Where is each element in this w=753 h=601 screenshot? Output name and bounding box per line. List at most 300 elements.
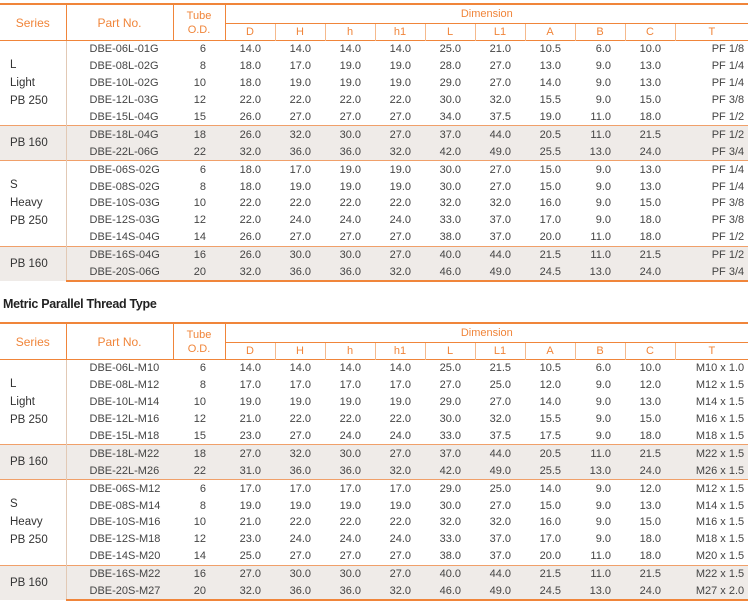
tube-od-cell: 6 <box>199 43 206 56</box>
dimension-cell: 32.0 <box>375 462 425 479</box>
dimension-header: Dimension <box>225 323 748 343</box>
thread-cell: PF 1/2 <box>675 126 748 143</box>
dimension-cell: 18.0 <box>639 533 661 546</box>
dimension-cell: 9.0 <box>595 94 611 107</box>
part-no-cell: DBE-08S-02G <box>89 180 160 193</box>
series-header: Series <box>15 15 50 30</box>
dimension-cell: 24.0 <box>339 533 361 546</box>
dim-header-c: C <box>625 343 675 360</box>
dimension-cell: 36.0 <box>325 583 375 601</box>
dimension-cell: 28.0 <box>439 60 461 73</box>
dimension-cell: 11.0 <box>575 126 625 143</box>
dimension-cell: 18.0 <box>639 111 661 123</box>
dimension-cell: 49.0 <box>475 264 525 282</box>
tube-od-cell: 10 <box>193 396 206 409</box>
part-no-cell: DBE-06S-M12 <box>66 480 173 497</box>
dimension-cell: 18.0 <box>639 430 661 442</box>
table-row <box>0 161 748 178</box>
dimension-cell: 36.0 <box>275 143 325 160</box>
dimension-cell: 36.0 <box>275 264 325 282</box>
tube-od-cell: 8 <box>199 379 206 392</box>
dimension-cell: 31.0 <box>225 462 275 479</box>
dimension-cell: 10.0 <box>639 362 661 375</box>
series-line: Light <box>10 396 35 409</box>
dimension-cell: 25.0 <box>439 362 461 375</box>
dimension-cell: 24.0 <box>389 430 411 442</box>
dimension-cell: 19.0 <box>325 161 375 178</box>
dimension-cell: 27.0 <box>389 550 411 563</box>
dimension-cell: 19.0 <box>289 499 311 512</box>
dimension-cell: 9.0 <box>595 516 611 529</box>
series-line: Heavy <box>10 516 43 529</box>
table-body <box>0 41 748 282</box>
dimension-header: Dimension <box>225 4 748 24</box>
dimension-cell: 22.0 <box>389 516 411 529</box>
dimension-cell: 9.0 <box>595 60 611 73</box>
dimension-cell: 19.0 <box>375 161 425 178</box>
thread-cell: M14 x 1.5 <box>695 396 745 409</box>
dimension-cell: 30.0 <box>275 565 325 582</box>
dimension-cell: 19.0 <box>389 180 411 193</box>
table-row <box>0 548 748 565</box>
dimension-cell: 25.0 <box>475 480 525 497</box>
table-row <box>0 246 748 263</box>
dimension-cell: 37.0 <box>425 445 475 462</box>
table-row <box>0 195 748 212</box>
dimension-cell: 19.0 <box>239 499 261 512</box>
part-no-cell: DBE-12L-M16 <box>89 413 160 426</box>
dimension-cell: 38.0 <box>439 550 461 563</box>
dimension-cell: 33.0 <box>439 214 461 227</box>
part-no-cell: DBE-22L-06G <box>66 143 173 160</box>
dimension-cell: 42.0 <box>425 462 475 479</box>
series-line: Heavy <box>10 197 43 210</box>
dimension-cell: 32.0 <box>489 516 511 529</box>
thread-cell: PF 1/4 <box>711 77 745 90</box>
dimension-cell: 32.0 <box>375 264 425 282</box>
tube-od-cell: 22 <box>173 462 225 479</box>
dimension-cell: 22.0 <box>389 197 411 210</box>
dimension-cell: 29.0 <box>425 480 475 497</box>
thread-cell: PF 1/4 <box>711 180 745 193</box>
dimension-cell: 33.0 <box>439 533 461 546</box>
dimension-cell: 14.0 <box>289 43 311 56</box>
dim-header-l: L <box>425 24 475 41</box>
table-row <box>0 178 748 195</box>
dimension-cell: 40.0 <box>425 565 475 582</box>
dimension-cell: 14.0 <box>389 43 411 56</box>
thread-cell: M20 x 1.5 <box>695 550 745 563</box>
dimension-cell: 24.0 <box>289 214 311 227</box>
dimension-cell: 26.0 <box>239 231 261 244</box>
dimension-cell: 19.0 <box>339 180 361 193</box>
dimension-cell: 9.0 <box>595 180 611 193</box>
dimension-cell: 24.0 <box>339 214 361 227</box>
dimension-cell: 27.0 <box>289 550 311 563</box>
dimension-cell: 32.0 <box>375 583 425 601</box>
dimension-cell: 6.0 <box>595 43 611 56</box>
part-no-cell: DBE-15L-M18 <box>89 430 160 442</box>
tube-od-cell: 16 <box>173 246 225 263</box>
tube-od-cell: 6 <box>173 161 225 178</box>
table-row <box>0 497 748 514</box>
tube-od-cell: 8 <box>199 60 206 73</box>
dimension-cell: 11.0 <box>590 111 611 123</box>
dimension-cell: 20.0 <box>539 550 561 563</box>
dimension-cell: 22.0 <box>389 94 411 107</box>
dimension-cell: 27.0 <box>439 379 461 392</box>
part-no-cell: DBE-16S-M22 <box>66 565 173 582</box>
dimension-cell: 10.5 <box>539 362 561 375</box>
dimension-cell: 23.0 <box>239 430 261 442</box>
dimension-cell: 22.0 <box>339 413 361 426</box>
thread-cell: PF 1/8 <box>711 43 745 56</box>
dimension-cell: 13.0 <box>639 499 661 512</box>
series-line: L <box>10 59 17 72</box>
series-cell <box>0 246 66 281</box>
dim-header-a: A <box>525 343 575 360</box>
dimension-cell: 30.0 <box>439 180 461 193</box>
table-header <box>0 4 748 41</box>
tube-od-cell: 18 <box>173 445 225 462</box>
tube-od-cell: 8 <box>199 180 206 193</box>
dimension-cell: 21.5 <box>625 445 675 462</box>
dimension-cell: 18.0 <box>225 161 275 178</box>
dimension-cell: 9.0 <box>595 214 611 227</box>
dimension-cell: 14.0 <box>539 77 561 90</box>
thread-cell: PF 3/8 <box>711 94 745 107</box>
dimension-cell: 14.0 <box>539 396 561 409</box>
dimension-cell: 13.0 <box>575 583 625 601</box>
series-line: PB 250 <box>10 414 48 427</box>
dimension-cell: 19.0 <box>389 499 411 512</box>
tube-od-cell: 18 <box>173 126 225 143</box>
dimension-cell: 27.0 <box>339 231 361 244</box>
dimension-cell: 32.0 <box>225 264 275 282</box>
thread-cell: PF 1/2 <box>675 246 748 263</box>
table-row <box>0 109 748 126</box>
part-no-cell: DBE-18L-04G <box>66 126 173 143</box>
dimension-cell: 15.5 <box>539 413 561 426</box>
thread-cell: M12 x 1.5 <box>675 480 748 497</box>
dimension-cell: 12.0 <box>625 480 675 497</box>
dimension-cell: 17.0 <box>339 379 361 392</box>
dimension-cell: 27.0 <box>489 499 511 512</box>
table-row <box>0 514 748 531</box>
dim-header-d: D <box>225 343 275 360</box>
dimension-cell: 26.0 <box>225 126 275 143</box>
thread-cell: M18 x 1.5 <box>695 533 745 546</box>
thread-cell: PF 3/8 <box>711 214 745 227</box>
dim-header-b: B <box>575 24 625 41</box>
dimension-cell: 27.0 <box>489 396 511 409</box>
dimension-cell: 21.5 <box>625 126 675 143</box>
tube-od-header-line1: Tube <box>186 9 212 22</box>
dimension-cell: 15.0 <box>539 499 561 512</box>
dimension-cell: 11.0 <box>575 565 625 582</box>
dimension-cell: 44.0 <box>475 445 525 462</box>
part-no-cell: DBE-20S-M27 <box>66 583 173 601</box>
dimension-cell: 11.0 <box>575 246 625 263</box>
tube-od-cell: 6 <box>199 362 206 375</box>
dimension-cell: 30.0 <box>439 94 461 107</box>
tube-od-cell: 8 <box>199 499 206 512</box>
dimension-cell: 22.0 <box>239 214 261 227</box>
dimension-cell: 32.0 <box>439 197 461 210</box>
dimension-cell: 21.5 <box>489 362 511 375</box>
thread-cell: PF 1/2 <box>711 231 745 244</box>
part-no-cell: DBE-12S-M18 <box>89 533 161 546</box>
thread-cell: M12 x 1.5 <box>695 379 745 392</box>
dimension-cell: 32.0 <box>375 143 425 160</box>
dimension-cell: 37.0 <box>489 231 511 244</box>
part-no-cell: DBE-10S-M16 <box>89 516 161 529</box>
dimension-cell: 25.5 <box>525 143 575 160</box>
dimension-cell: 22.0 <box>289 516 311 529</box>
dimension-cell: 18.0 <box>639 550 661 563</box>
tube-od-cell: 10 <box>193 77 206 90</box>
dimension-cell: 36.0 <box>325 462 375 479</box>
dimension-cell: 32.0 <box>275 445 325 462</box>
dimension-cell: 22.0 <box>289 94 311 107</box>
dimension-cell: 33.0 <box>439 430 461 442</box>
dimension-cell: 36.0 <box>275 583 325 601</box>
dimension-cell: 32.0 <box>225 143 275 160</box>
dimension-cell: 26.0 <box>225 246 275 263</box>
dimension-cell: 17.5 <box>539 430 561 442</box>
series-line: S <box>10 498 18 511</box>
dimension-cell: 9.0 <box>575 161 625 178</box>
dimension-cell: 24.5 <box>525 264 575 282</box>
part-no-cell: DBE-08S-M14 <box>89 499 161 512</box>
dimension-cell: 29.0 <box>439 77 461 90</box>
dimension-cell: 24.0 <box>625 143 675 160</box>
dimension-cell: 36.0 <box>325 264 375 282</box>
tube-od-cell: 20 <box>173 264 225 282</box>
dimension-cell: 17.0 <box>375 480 425 497</box>
dimension-cell: 37.0 <box>489 214 511 227</box>
table-row <box>0 394 748 411</box>
dimension-cell: 21.0 <box>239 413 261 426</box>
dimension-cell: 27.0 <box>489 60 511 73</box>
dimension-cell: 22.0 <box>289 413 311 426</box>
series-line: PB 250 <box>10 95 48 108</box>
dimension-cell: 14.0 <box>525 480 575 497</box>
dimension-cell: 37.0 <box>425 126 475 143</box>
dimension-cell: 21.0 <box>489 43 511 56</box>
dimension-cell: 24.0 <box>389 533 411 546</box>
series-cell <box>0 480 66 565</box>
series-cell <box>0 41 66 126</box>
dimension-cell: 27.0 <box>489 180 511 193</box>
part-no-cell: DBE-06L-M10 <box>89 362 160 375</box>
part-no-cell: DBE-16S-04G <box>66 246 173 263</box>
series-line: Light <box>10 77 35 90</box>
dimension-cell: 18.0 <box>639 231 661 244</box>
dimension-cell: 21.5 <box>625 565 675 582</box>
dimension-cell: 27.0 <box>389 231 411 244</box>
dim-header-t: T <box>675 343 748 360</box>
thread-cell: M14 x 1.5 <box>695 499 745 512</box>
dimension-cell: 27.0 <box>375 565 425 582</box>
dimension-cell: 16.0 <box>539 197 561 210</box>
dim-header-h1: h1 <box>375 24 425 41</box>
table-row <box>0 462 748 479</box>
dimension-cell: 30.0 <box>325 445 375 462</box>
dimension-cell: 24.0 <box>625 583 675 601</box>
dimension-cell: 32.0 <box>275 126 325 143</box>
table-row <box>0 445 748 462</box>
dimension-cell: 37.5 <box>489 111 511 123</box>
dim-header-h: H <box>275 24 325 41</box>
dimension-cell: 15.5 <box>539 94 561 107</box>
dimension-cell: 44.0 <box>475 565 525 582</box>
dimension-cell: 15.0 <box>639 413 661 426</box>
dimension-cell: 17.0 <box>325 480 375 497</box>
dimension-cell: 13.0 <box>639 180 661 193</box>
thread-cell: M18 x 1.5 <box>695 430 745 442</box>
part-no-header: Part No. <box>66 323 173 360</box>
series-line: S <box>10 179 18 192</box>
dimension-cell: 17.0 <box>539 214 561 227</box>
dimension-cell: 46.0 <box>425 583 475 601</box>
series-line: L <box>10 378 17 391</box>
dim-header-h: H <box>275 343 325 360</box>
dimension-cell: 17.0 <box>239 379 261 392</box>
table-row <box>0 92 748 109</box>
dimension-cell: 15.0 <box>525 161 575 178</box>
table-row <box>0 411 748 428</box>
dimension-cell: 14.0 <box>389 362 411 375</box>
tube-od-cell: 10 <box>193 197 206 210</box>
dim-header-c: C <box>625 24 675 41</box>
dimension-cell: 9.0 <box>595 396 611 409</box>
part-no-cell: DBE-08L-M12 <box>89 379 160 392</box>
dimension-cell: 27.0 <box>339 111 361 123</box>
dimension-cell: 17.0 <box>275 480 325 497</box>
series-line: PB 160 <box>10 577 48 590</box>
dimension-cell: 15.0 <box>639 516 661 529</box>
dimension-cell: 27.0 <box>339 550 361 563</box>
part-no-cell: DBE-15L-04G <box>89 111 159 123</box>
tube-od-cell: 12 <box>193 533 206 546</box>
table-row <box>0 58 748 75</box>
dimension-cell: 44.0 <box>475 126 525 143</box>
dimension-cell: 22.0 <box>239 197 261 210</box>
dim-header-d: D <box>225 24 275 41</box>
part-no-header: Part No. <box>66 4 173 41</box>
dimension-cell: 19.0 <box>389 60 411 73</box>
table-row <box>0 565 748 582</box>
dimension-cell: 17.0 <box>539 533 561 546</box>
table-row <box>0 531 748 548</box>
dim-header-l: L <box>425 343 475 360</box>
dimension-cell: 27.0 <box>489 77 511 90</box>
dimension-cell: 30.0 <box>325 126 375 143</box>
thread-cell: M22 x 1.5 <box>675 445 748 462</box>
dimension-cell: 15.0 <box>539 180 561 193</box>
dimension-cell: 23.0 <box>239 533 261 546</box>
dimension-cell: 37.5 <box>489 430 511 442</box>
dimension-cell: 37.0 <box>489 533 511 546</box>
table-row <box>0 75 748 92</box>
series-line: PB 160 <box>10 456 48 469</box>
dimension-cell: 21.5 <box>525 246 575 263</box>
section-title: Metric Parallel Thread Type <box>3 297 157 311</box>
dimension-cell: 12.0 <box>539 379 561 392</box>
dimension-cell: 14.0 <box>239 43 261 56</box>
dimension-cell: 21.5 <box>525 565 575 582</box>
dimension-cell: 9.0 <box>575 480 625 497</box>
dimension-cell: 11.0 <box>590 231 611 244</box>
dimension-cell: 27.0 <box>475 161 525 178</box>
series-cell <box>0 126 66 161</box>
dimension-cell: 9.0 <box>595 379 611 392</box>
table-row <box>0 377 748 394</box>
dimension-cell: 17.0 <box>225 480 275 497</box>
part-no-cell: DBE-10L-02G <box>89 77 159 90</box>
dimension-cell: 20.5 <box>525 445 575 462</box>
dimension-cell: 32.0 <box>489 197 511 210</box>
dimension-cell: 30.0 <box>425 161 475 178</box>
dimension-cell: 15.0 <box>639 94 661 107</box>
dimension-cell: 18.0 <box>639 214 661 227</box>
dimension-cell: 17.0 <box>275 161 325 178</box>
table-row <box>0 229 748 246</box>
tube-od-cell: 12 <box>193 94 206 107</box>
dimension-cell: 40.0 <box>425 246 475 263</box>
dimension-cell: 6.0 <box>595 362 611 375</box>
dimension-cell: 27.0 <box>375 445 425 462</box>
dimension-cell: 11.0 <box>575 445 625 462</box>
table-body <box>0 360 748 601</box>
metric-thread-spec-table <box>0 322 748 601</box>
series-cell <box>0 360 66 445</box>
dimension-cell: 27.0 <box>375 126 425 143</box>
dimension-cell: 49.0 <box>475 143 525 160</box>
series-line: PB 160 <box>10 137 48 150</box>
table-row <box>0 264 748 282</box>
table-row <box>0 143 748 160</box>
thread-cell: M26 x 1.5 <box>675 462 748 479</box>
part-no-cell: DBE-10L-M14 <box>89 396 160 409</box>
dimension-cell: 22.0 <box>339 94 361 107</box>
dimension-cell: 13.0 <box>625 161 675 178</box>
part-no-cell: DBE-06S-02G <box>66 161 173 178</box>
part-no-cell: DBE-06L-01G <box>89 43 159 56</box>
dimension-cell: 27.0 <box>389 111 411 123</box>
dimension-cell: 9.0 <box>595 499 611 512</box>
series-cell <box>0 445 66 480</box>
table-header <box>0 323 748 360</box>
dimension-cell: 19.0 <box>539 111 561 123</box>
part-no-cell: DBE-22L-M26 <box>66 462 173 479</box>
dimension-cell: 25.0 <box>239 550 261 563</box>
tube-od-cell: 6 <box>173 480 225 497</box>
dimension-cell: 26.0 <box>239 111 261 123</box>
dimension-cell: 19.0 <box>239 396 261 409</box>
dimension-cell: 24.0 <box>625 264 675 282</box>
dimension-cell: 49.0 <box>475 462 525 479</box>
series-cell <box>0 161 66 246</box>
series-cell <box>0 565 66 600</box>
table-row <box>0 583 748 601</box>
thread-cell: PF 1/4 <box>711 60 745 73</box>
part-no-cell: DBE-18L-M22 <box>66 445 173 462</box>
dim-header-h-small: h <box>325 343 375 360</box>
dimension-cell: 20.5 <box>525 126 575 143</box>
series-line: PB 250 <box>10 215 48 228</box>
